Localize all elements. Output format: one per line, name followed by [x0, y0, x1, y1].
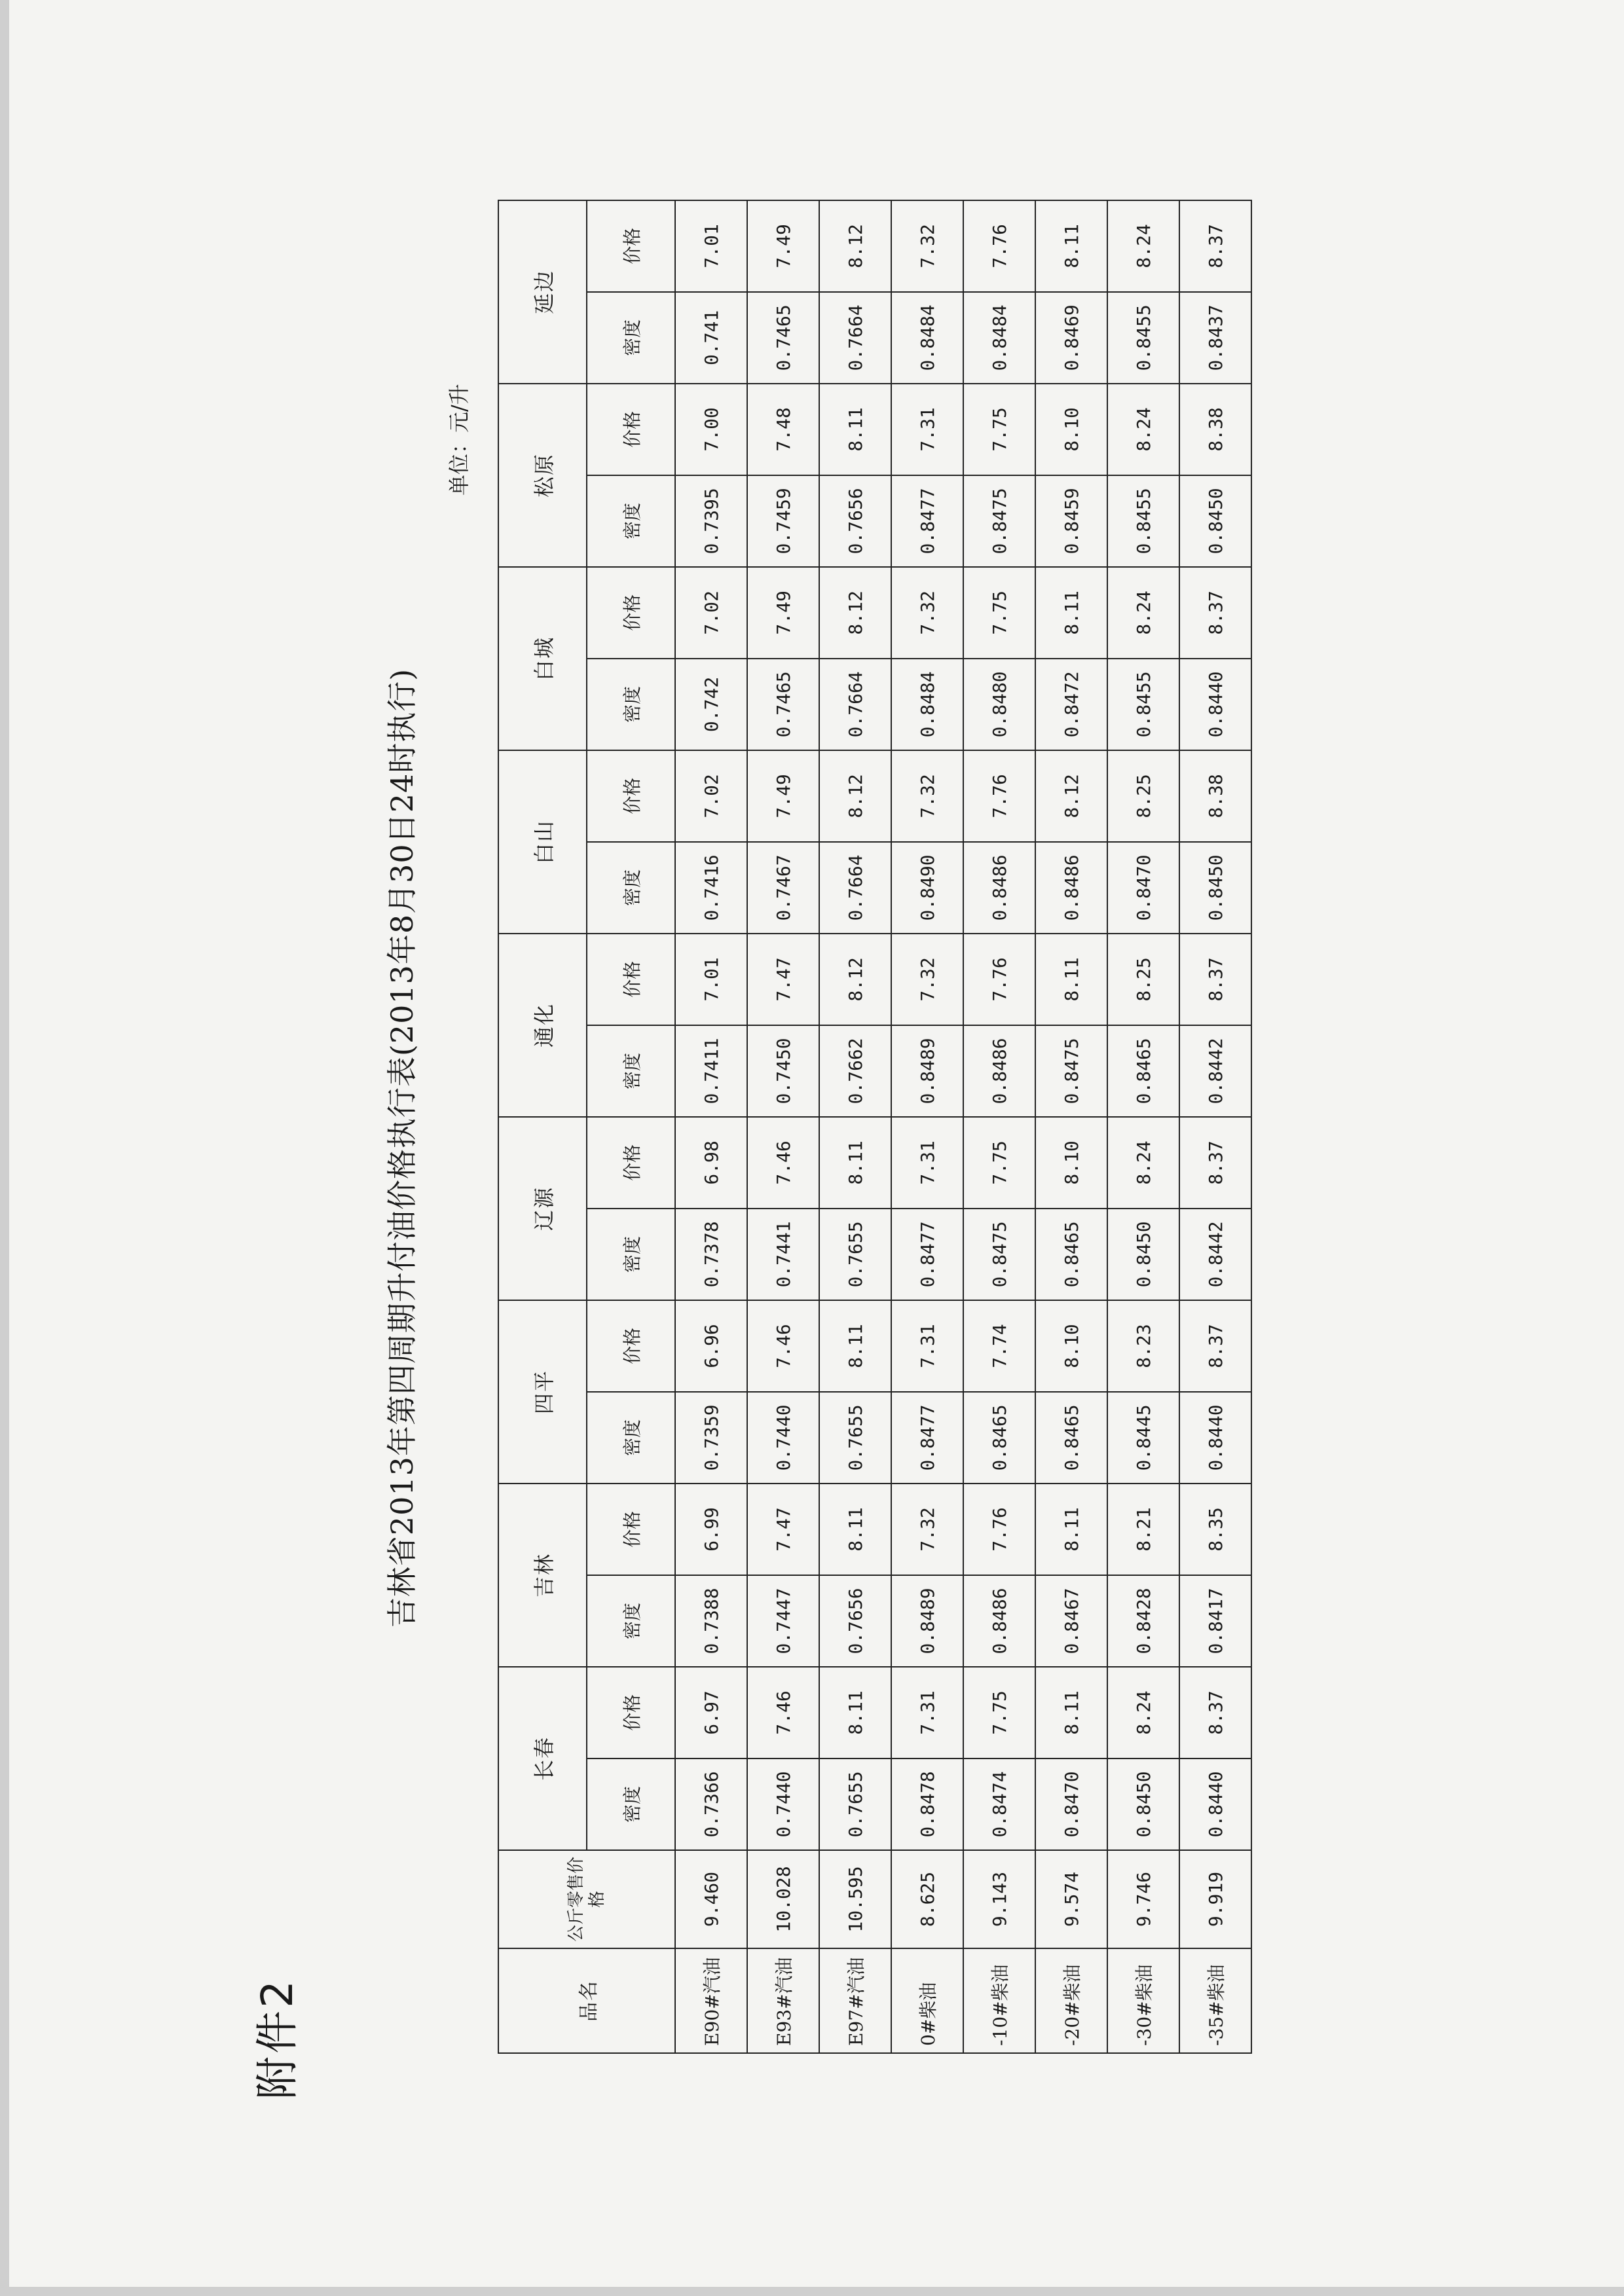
density-cell: 0.8440: [1179, 659, 1251, 750]
retail-price-cell: 9.574: [1035, 1850, 1107, 1948]
price-header: 价格: [587, 1484, 675, 1575]
price-cell: 6.97: [675, 1667, 747, 1758]
price-cell: 8.24: [1107, 200, 1179, 292]
density-cell: 0.8455: [1107, 659, 1179, 750]
unit-label: 单位：元/升: [447, 384, 471, 496]
density-cell: 0.8489: [891, 1575, 963, 1667]
price-cell: 8.11: [819, 1117, 891, 1209]
price-cell: 7.48: [747, 384, 819, 475]
density-cell: 0.8467: [1035, 1575, 1107, 1667]
density-header: 密度: [587, 842, 675, 934]
price-cell: 8.11: [1035, 1667, 1107, 1758]
density-cell: 0.7366: [675, 1758, 747, 1850]
price-cell: 8.37: [1179, 200, 1251, 292]
density-cell: 0.8475: [963, 1209, 1035, 1300]
density-cell: 0.8480: [963, 659, 1035, 750]
density-cell: 0.7655: [819, 1758, 891, 1850]
price-cell: 8.35: [1179, 1484, 1251, 1575]
density-cell: 0.8472: [1035, 659, 1107, 750]
price-cell: 8.37: [1179, 1117, 1251, 1209]
price-header: 价格: [587, 200, 675, 292]
density-cell: 0.8442: [1179, 1025, 1251, 1117]
city-header: 白山: [498, 750, 587, 934]
density-cell: 0.8477: [891, 1392, 963, 1484]
product-name: E90#汽油: [675, 1948, 747, 2053]
price-cell: 8.11: [1035, 567, 1107, 659]
density-cell: 0.7416: [675, 842, 747, 934]
density-cell: 0.7441: [747, 1209, 819, 1300]
density-header: 密度: [587, 1209, 675, 1300]
price-cell: 7.46: [747, 1667, 819, 1758]
city-header: 通化: [498, 934, 587, 1117]
product-name: E97#汽油: [819, 1948, 891, 2053]
price-cell: 7.02: [675, 567, 747, 659]
retail-price-cell: 8.625: [891, 1850, 963, 1948]
price-cell: 8.11: [819, 1484, 891, 1575]
price-header: 价格: [587, 1667, 675, 1758]
density-cell: 0.8489: [891, 1025, 963, 1117]
table-row: [1179, 200, 1251, 2053]
city-header: 长春: [498, 1667, 587, 1850]
density-cell: 0.742: [675, 659, 747, 750]
product-name: -20#柴油: [1035, 1948, 1107, 2053]
density-header: 密度: [587, 292, 675, 384]
price-cell: 7.75: [963, 1667, 1035, 1758]
density-cell: 0.8486: [963, 1025, 1035, 1117]
density-cell: 0.8417: [1179, 1575, 1251, 1667]
density-cell: 0.8465: [1035, 1209, 1107, 1300]
density-cell: 0.7656: [819, 475, 891, 567]
price-cell: 8.25: [1107, 934, 1179, 1025]
retail-price-cell: 9.746: [1107, 1850, 1179, 1948]
retail-price-cell: 9.919: [1179, 1850, 1251, 1948]
density-cell: 0.7465: [747, 659, 819, 750]
density-header: 密度: [587, 1758, 675, 1850]
price-cell: 8.24: [1107, 1117, 1179, 1209]
density-cell: 0.7664: [819, 842, 891, 934]
retail-price-cell: 9.143: [963, 1850, 1035, 1948]
density-cell: 0.7664: [819, 659, 891, 750]
price-cell: 7.49: [747, 750, 819, 842]
retail-price-header: 公斤零售价格: [498, 1850, 675, 1948]
price-cell: 7.01: [675, 200, 747, 292]
price-cell: 7.46: [747, 1300, 819, 1392]
density-cell: 0.8428: [1107, 1575, 1179, 1667]
price-cell: 8.12: [1035, 750, 1107, 842]
retail-price-cell: 10.028: [747, 1850, 819, 1948]
density-cell: 0.7378: [675, 1209, 747, 1300]
price-table: [498, 200, 1252, 2054]
price-cell: 7.32: [891, 200, 963, 292]
price-cell: 8.11: [819, 1300, 891, 1392]
price-cell: 8.10: [1035, 1300, 1107, 1392]
density-header: 密度: [587, 475, 675, 567]
price-cell: 8.12: [819, 200, 891, 292]
price-cell: 8.10: [1035, 384, 1107, 475]
price-cell: 8.24: [1107, 567, 1179, 659]
product-name: 0#柴油: [891, 1948, 963, 2053]
retail-price-cell: 9.460: [675, 1850, 747, 1948]
price-cell: 8.12: [819, 567, 891, 659]
density-cell: 0.8450: [1107, 1758, 1179, 1850]
price-cell: 7.76: [963, 934, 1035, 1025]
document-title: 吉林省2013年第四周期升付油价格执行表(2013年8月30日24时执行): [384, 668, 420, 1628]
price-cell: 8.12: [819, 750, 891, 842]
price-cell: 8.38: [1179, 384, 1251, 475]
price-cell: 7.76: [963, 1484, 1035, 1575]
price-cell: 7.31: [891, 384, 963, 475]
price-cell: 8.23: [1107, 1300, 1179, 1392]
density-cell: 0.7395: [675, 475, 747, 567]
density-cell: 0.8440: [1179, 1392, 1251, 1484]
price-cell: 7.00: [675, 384, 747, 475]
price-cell: 7.31: [891, 1117, 963, 1209]
product-name: -10#柴油: [963, 1948, 1035, 2053]
density-cell: 0.8450: [1179, 475, 1251, 567]
price-cell: 7.32: [891, 750, 963, 842]
density-cell: 0.8445: [1107, 1392, 1179, 1484]
price-cell: 8.38: [1179, 750, 1251, 842]
price-cell: 7.75: [963, 384, 1035, 475]
table-row: [747, 200, 819, 2053]
density-cell: 0.8469: [1035, 292, 1107, 384]
density-cell: 0.8478: [891, 1758, 963, 1850]
density-cell: 0.8486: [963, 842, 1035, 934]
density-cell: 0.7664: [819, 292, 891, 384]
price-cell: 7.74: [963, 1300, 1035, 1392]
price-cell: 8.37: [1179, 1300, 1251, 1392]
price-cell: 6.99: [675, 1484, 747, 1575]
density-cell: 0.8484: [963, 292, 1035, 384]
city-header-row: [498, 200, 587, 2053]
density-cell: 0.8484: [891, 292, 963, 384]
density-cell: 0.8477: [891, 1209, 963, 1300]
price-cell: 7.75: [963, 567, 1035, 659]
table-row: [891, 200, 963, 2053]
density-cell: 0.7388: [675, 1575, 747, 1667]
retail-price-cell: 10.595: [819, 1850, 891, 1948]
table-row: [1107, 200, 1179, 2053]
price-cell: 7.02: [675, 750, 747, 842]
density-cell: 0.8440: [1179, 1758, 1251, 1850]
density-cell: 0.8470: [1107, 842, 1179, 934]
density-cell: 0.8490: [891, 842, 963, 934]
density-cell: 0.8442: [1179, 1209, 1251, 1300]
sub-header-row: [587, 200, 675, 2053]
price-cell: 8.24: [1107, 384, 1179, 475]
density-cell: 0.7450: [747, 1025, 819, 1117]
density-cell: 0.7655: [819, 1392, 891, 1484]
density-cell: 0.8455: [1107, 475, 1179, 567]
density-cell: 0.8459: [1035, 475, 1107, 567]
density-cell: 0.8486: [963, 1575, 1035, 1667]
density-cell: 0.7440: [747, 1392, 819, 1484]
price-header: 价格: [587, 934, 675, 1025]
density-cell: 0.741: [675, 292, 747, 384]
price-cell: 6.96: [675, 1300, 747, 1392]
density-cell: 0.7440: [747, 1758, 819, 1850]
price-cell: 7.76: [963, 750, 1035, 842]
price-cell: 7.76: [963, 200, 1035, 292]
density-cell: 0.8486: [1035, 842, 1107, 934]
density-cell: 0.7662: [819, 1025, 891, 1117]
density-cell: 0.7465: [747, 292, 819, 384]
density-cell: 0.8450: [1107, 1209, 1179, 1300]
price-cell: 7.75: [963, 1117, 1035, 1209]
price-cell: 7.47: [747, 934, 819, 1025]
table-row: [1035, 200, 1107, 2053]
price-cell: 7.31: [891, 1300, 963, 1392]
city-header: 吉林: [498, 1484, 587, 1667]
density-cell: 0.7459: [747, 475, 819, 567]
price-cell: 7.32: [891, 567, 963, 659]
price-header: 价格: [587, 1117, 675, 1209]
price-cell: 8.37: [1179, 567, 1251, 659]
density-header: 密度: [587, 1392, 675, 1484]
product-header: 品名: [498, 1948, 675, 2053]
price-cell: 8.11: [1035, 934, 1107, 1025]
price-cell: 7.49: [747, 567, 819, 659]
density-cell: 0.7447: [747, 1575, 819, 1667]
price-cell: 7.49: [747, 200, 819, 292]
price-cell: 8.25: [1107, 750, 1179, 842]
price-cell: 8.37: [1179, 934, 1251, 1025]
density-cell: 0.8465: [963, 1392, 1035, 1484]
density-cell: 0.8450: [1179, 842, 1251, 934]
price-cell: 8.11: [1035, 200, 1107, 292]
price-cell: 7.47: [747, 1484, 819, 1575]
price-cell: 7.01: [675, 934, 747, 1025]
price-header: 价格: [587, 1300, 675, 1392]
density-cell: 0.8465: [1107, 1025, 1179, 1117]
price-cell: 7.32: [891, 1484, 963, 1575]
density-cell: 0.8470: [1035, 1758, 1107, 1850]
city-header: 白城: [498, 567, 587, 750]
attachment-label: 附件2: [252, 1978, 303, 2100]
city-header: 辽源: [498, 1117, 587, 1300]
price-header: 价格: [587, 750, 675, 842]
density-cell: 0.8474: [963, 1758, 1035, 1850]
price-header: 价格: [587, 384, 675, 475]
price-cell: 7.31: [891, 1667, 963, 1758]
price-cell: 8.21: [1107, 1484, 1179, 1575]
density-cell: 0.7411: [675, 1025, 747, 1117]
price-header: 价格: [587, 567, 675, 659]
price-cell: 8.37: [1179, 1667, 1251, 1758]
product-name: E93#汽油: [747, 1948, 819, 2053]
price-cell: 7.46: [747, 1117, 819, 1209]
price-cell: 8.24: [1107, 1667, 1179, 1758]
density-cell: 0.7655: [819, 1209, 891, 1300]
table-row: [819, 200, 891, 2053]
city-header: 延边: [498, 200, 587, 384]
density-header: 密度: [587, 1025, 675, 1117]
density-cell: 0.8465: [1035, 1392, 1107, 1484]
density-header: 密度: [587, 1575, 675, 1667]
density-cell: 0.7359: [675, 1392, 747, 1484]
density-cell: 0.8455: [1107, 292, 1179, 384]
table-row: [675, 200, 747, 2053]
density-cell: 0.8475: [1035, 1025, 1107, 1117]
density-cell: 0.7656: [819, 1575, 891, 1667]
density-cell: 0.8437: [1179, 292, 1251, 384]
price-cell: 8.11: [819, 384, 891, 475]
price-cell: 7.32: [891, 934, 963, 1025]
density-header: 密度: [587, 659, 675, 750]
price-cell: 8.12: [819, 934, 891, 1025]
city-header: 松原: [498, 384, 587, 567]
table-row: [963, 200, 1035, 2053]
price-cell: 8.10: [1035, 1117, 1107, 1209]
density-cell: 0.8475: [963, 475, 1035, 567]
price-cell: 8.11: [1035, 1484, 1107, 1575]
price-cell: 8.11: [819, 1667, 891, 1758]
density-cell: 0.7467: [747, 842, 819, 934]
product-name: -35#柴油: [1179, 1948, 1251, 2053]
density-cell: 0.8484: [891, 659, 963, 750]
product-name: -30#柴油: [1107, 1948, 1179, 2053]
density-cell: 0.8477: [891, 475, 963, 567]
city-header: 四平: [498, 1300, 587, 1484]
price-cell: 6.98: [675, 1117, 747, 1209]
